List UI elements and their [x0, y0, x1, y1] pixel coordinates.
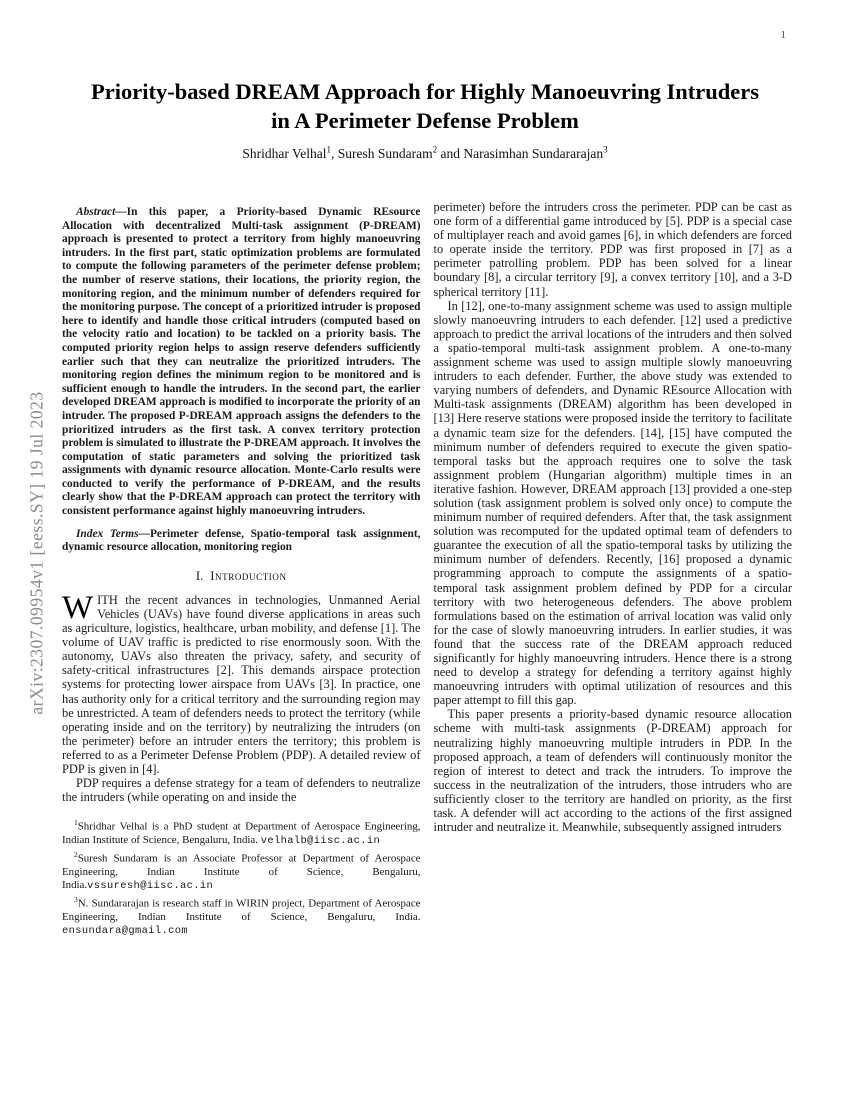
footnote-2-mark: 2 [74, 850, 78, 860]
index-terms [62, 528, 421, 555]
footnote-1-text: Shridhar Velhal is a PhD student at Department of Aerospace Engineering, Indian Institute of Science, Bengaluru, India. [62, 820, 421, 846]
footnote-2-text: Suresh Sundaram is an Associate Professor at Department of Aerospace Engineering, Indian Institute of Science, Bengaluru, India. [62, 852, 421, 891]
authors-line [0, 146, 850, 162]
two-column-body [62, 200, 792, 938]
body-paragraph: In [12], one-to-many assignment scheme was used to assign multiple slowly manoeuvring intruders to each defender. [12] used a predictive approach to predict the arrival locations of the intruders and then solved a spatio-temporal multi-task assignment problem. A one-to-many assignment scheme was used to assign multiple slowly manoeuvring intruders to each defender. Further, the above study was extended to varying numbers of defenders, and Dynamic REsource Allocation with Multi-task assignments (DREAM) algorithm has been developed in [13] Here reserve stations were proposed inside the territory to facilitate a dynamic team size for the defenders. [14], [15] have computed the minimum number of defenders required to execute the given spatio-temporal tasks but the approach requires one to solve the task assignment problem (Hungarian algorithm) multiple times in an iterative fashion. However, DREAM approach [13] provided a one-step solution (task assignment problem is solved only once) to compute the minimum number of required defenders. After that, the task assignment solution was recomputed for the updated optimal team of defenders to guarantee the execution of all the spatio-temporal tasks by utilizing the minimum number of defenders. Recently, [16] proposed a dynamic programming approach to compute the assignments of a spatio-temporal task assignment problem defined by PDP for a circular territory with two heterogeneous defenders. The above problem formulations based on the estimation of arrival location was valid only for the case of slowly manoeuvring intruders. In earlier studies, it was found that the success rate of the DREAM approach reduced significantly for highly manoeuvring intruders. Hence there is a strong need to develop a strategy for defending a territory against highly manoeuvring intruders with optimal utilization of resources and this paper attempt to fill this gap. [433, 298, 792, 708]
section-number: I. [195, 568, 204, 583]
left-column [62, 200, 421, 938]
footnote-3-email: ensundara@gmail.com [62, 924, 189, 937]
abstract [62, 206, 421, 519]
intro-paragraph-2: PDP requires a defense strategy for a team of defenders to neutralize the intruders (while operating on and inside the [62, 776, 421, 805]
section-title: Introduction [210, 568, 287, 583]
arxiv-watermark: arXiv:2307.09954v1 [eess.SY] 19 Jul 2023 [26, 391, 47, 715]
intro-paragraph-1-text: the recent advances in technologies, Unmanned Aerial Vehicles (UAVs) have found diverse applications in areas such as agriculture, logistics, healthcare, urban mobility, and defense [1]. The volume of UAV traffic is predicted to rise enormously soon. With the autonomy, UAVs also threaten the privacy, safety, and security of safety-critical infrastructures [2]. This demands airspace protection systems for protecting lower airspace from UAVs [3]. In practice, one has authority only for a critical territory and the surrounding region may be unrestricted. A team of defenders needs to protect the territory (while operating inside and on the territory) by neutralizing the intruders (on the perimeter) before an intruder enters the territory; this problem is referred to as a Perimeter Defense Problem (PDP). A detailed review of PDP is given in [4]. [62, 592, 421, 776]
intro-paragraph-1 [62, 589, 421, 776]
author-3-affiliation-mark: 3 [603, 144, 608, 155]
footnote-1-mark: 1 [74, 818, 78, 828]
author-footnotes [62, 816, 421, 938]
footnote-2 [62, 848, 421, 893]
paper-title-line1: Priority-based DREAM Approach for Highly Manoeuvring Intruders [91, 79, 759, 104]
author-separator-1: , [330, 146, 338, 161]
footnote-1-email: velhalb@iisc.ac.in [260, 834, 381, 847]
footnote-3-mark: 3 [74, 894, 78, 904]
paper-title-line2: in A Perimeter Defense Problem [271, 108, 579, 133]
dropcap-w: W [62, 589, 94, 626]
footnote-2-email: vssuresh@iisc.ac.in [87, 879, 214, 892]
page-number: 1 [780, 29, 786, 41]
index-terms-text: —Perimeter defense, Spatio-temporal task assignment, dynamic resource allocation, monitoring region [62, 527, 421, 554]
footnote-3 [62, 893, 421, 938]
abstract-text: —In this paper, a Priority-based Dynamic REsource Allocation with decentralized Multi-task assignment (P-DREAM) approach is presented to protect a territory from highly manoeuvring intruders. In the first part, static optimization problems are formulated to compute the following parameters of the perimeter defense problem; the number of reserve stations, their locations, the priority region, the monitoring region, and the minimum number of defenders required for the monitoring purpose. The concept of a prioritized intruder is proposed here to identify and handle those critical intruders (computed based on the velocity ratio and location) to be tackled on a priority basis. The computed priority region helps to assign reserve defenders sufficiently earlier such that they can neutralize the prioritized intruders. The monitoring region defines the minimum region to be monitored and is sufficient enough to handle the intruders. In the second part, the earlier developed DREAM approach is modified to incorporate the priority of an intruder. The proposed P-DREAM approach assigns the defenders to the prioritized intruders as the first task. A convex territory protection problem is simulated to illustrate the P-DREAM approach. It involves the computation of static parameters and solving the prioritized task assignments with dynamic resource allocation. Monte-Carlo results were conducted to verify the performance of P-DREAM, and the results clearly show that the P-DREAM approach can protect the territory with consistent performance against highly manoeuvring intruders. [62, 206, 421, 518]
footnote-1 [62, 816, 421, 848]
footnote-3-text: N. Sundararajan is research staff in WIRIN project, Department of Aerospace Engineering, Indian Institute of Science, Bengaluru, India. [62, 897, 421, 923]
section-heading-introduction [62, 569, 421, 584]
body-paragraph: perimeter) before the intruders cross the perimeter. PDP can be cast as one form of a differential game introduced by [5]. PDP is a special case of multiplayer reach and avoid games [6], in which defenders are forced to operate inside the territory. PDP was first proposed in [7] as a perimeter patrolling problem. PDP has been solved for a linear boundary [8], a circular territory [9], a convex territory [10], and a 3-D spherical territory [11]. [433, 200, 792, 299]
author-1-affiliation-mark: 1 [326, 144, 331, 155]
abstract-label: Abstract [76, 206, 116, 218]
author-2: Suresh Sundaram [337, 146, 433, 161]
author-separator-2: and [437, 146, 464, 161]
intro-paragraph-1-lead: ITH [97, 592, 118, 607]
paper-title [70, 77, 780, 135]
right-column [434, 200, 793, 938]
body-paragraph: This paper presents a priority-based dynamic resource allocation scheme with multi-task assignments (P-DREAM) approach for neutralizing highly manoeuvring multiple intruders in PDP. In the proposed approach, a team of defenders will continuously monitor the region of interest to detect and track the intruders. To improve the success in the neutralization of the intruders, those intruders who are sufficiently closer to the territory are handled on priority, as the first task. A defender will act according to the actions of the first assigned intruder and neutralize it. Meanwhile, subsequently assigned intruders [433, 707, 792, 835]
author-2-affiliation-mark: 2 [432, 144, 438, 155]
index-terms-label: Index Terms [76, 527, 139, 540]
author-1: Shridhar Velhal [242, 146, 327, 161]
author-3: Narasimhan Sundararajan [463, 146, 604, 161]
